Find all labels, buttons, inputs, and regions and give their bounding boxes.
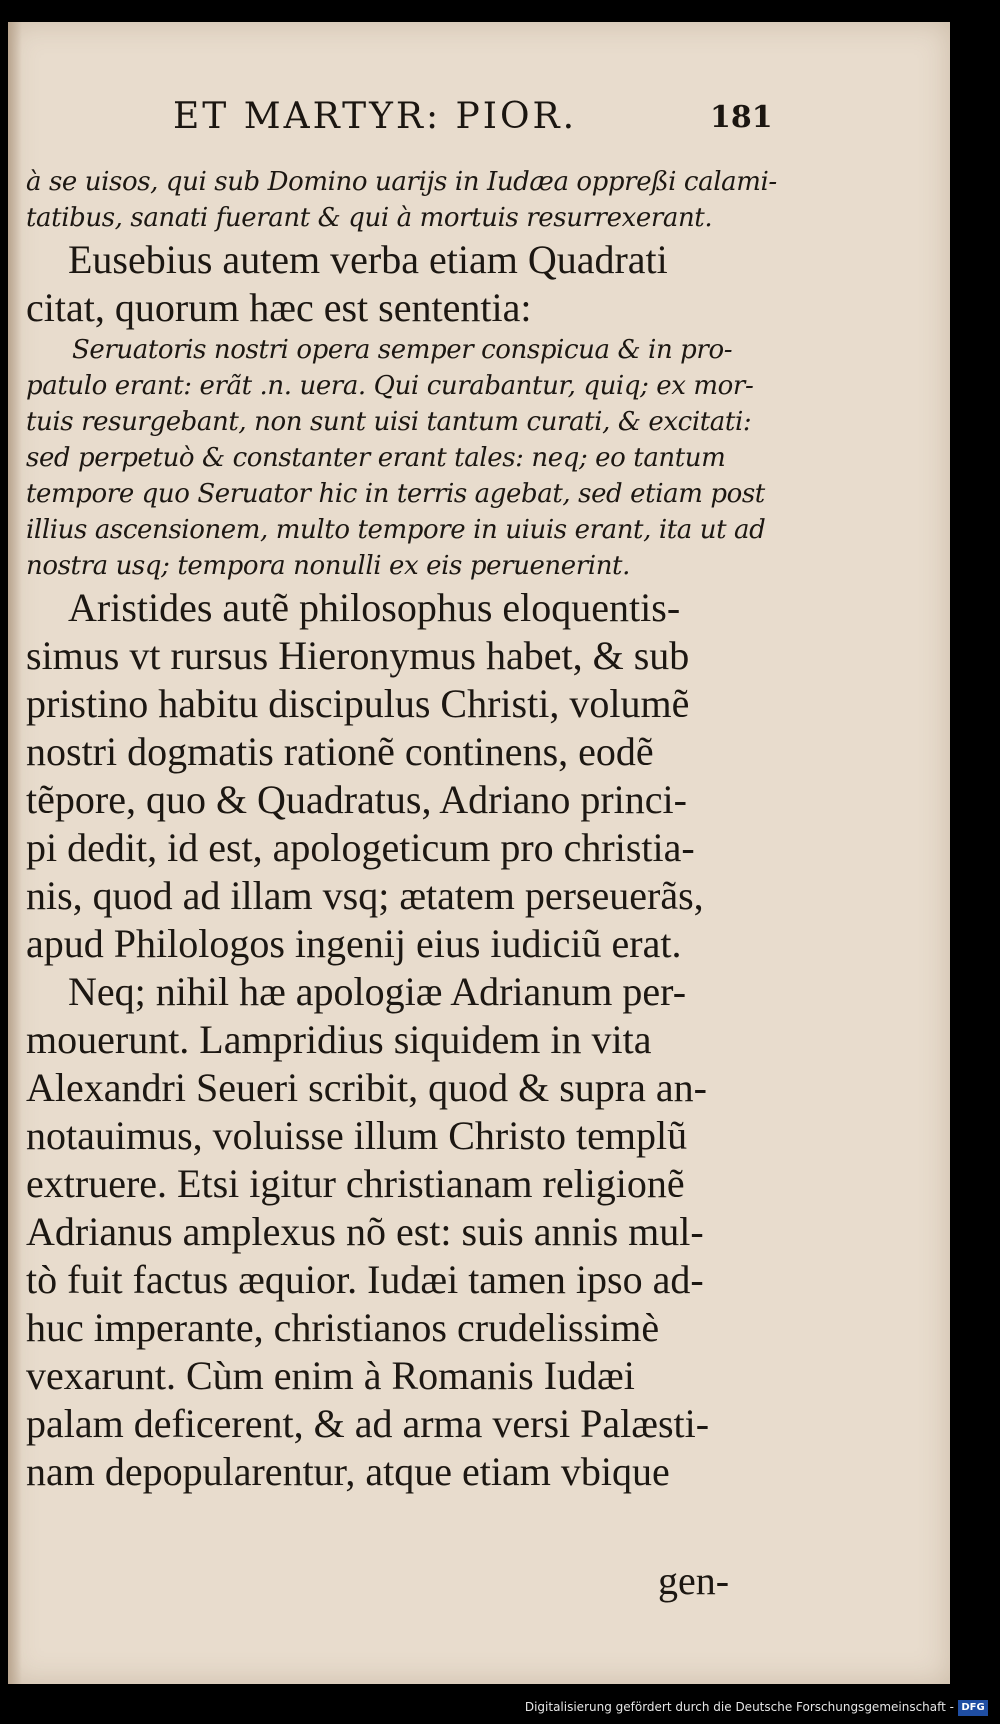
- text-line: notauimus, voluisse illum Christo templũ: [26, 1113, 688, 1158]
- text-block: [26, 164, 796, 1496]
- text-line: pi dedit, id est, apologeticum pro christia-: [26, 825, 695, 870]
- paragraph-aristides: [26, 584, 796, 968]
- book-page: [8, 22, 950, 1684]
- text-line: mouerunt. Lampridius siquidem in vita: [26, 1017, 652, 1062]
- dfg-logo-icon: DFG: [958, 1700, 988, 1716]
- text-line: citat, quorum hæc est sententia:: [26, 285, 532, 330]
- text-line: à se uisos, qui sub Domino uarijs in Iudæa oppreßi calami-: [26, 167, 777, 197]
- text-line: simus vt rursus Hieronymus habet, & sub: [26, 633, 690, 678]
- text-line: nam depopularentur, atque etiam vbique: [26, 1449, 670, 1494]
- text-line: tatibus, sanati fuerant & qui à mortuis resurrexerant.: [26, 203, 713, 233]
- text-line: sed perpetuò & constanter erant tales: neq; eo tantum: [26, 443, 726, 473]
- text-line: vexarunt. Cùm enim à Romanis Iudæi: [26, 1353, 635, 1398]
- quotation-quadratus: [26, 332, 796, 584]
- text-line: Alexandri Seueri scribit, quod & supra an-: [26, 1065, 707, 1110]
- text-line: huc imperante, christianos crudelissimè: [26, 1305, 660, 1350]
- text-line: Eusebius autem verba etiam Quadrati: [68, 237, 668, 282]
- text-line: illius ascensionem, multo tempore in uiuis erant, ita ut ad: [26, 515, 766, 545]
- text-line: nostri dogmatis rationẽ continens, eodẽ: [26, 729, 654, 774]
- text-line: Seruatoris nostri opera semper conspicua & in pro-: [72, 335, 733, 365]
- text-line: patulo erant: erãt .n. uera. Qui curabantur, quiq; ex mor-: [26, 371, 754, 401]
- text-line: nostra usq; tempora nonulli ex eis peruenerint.: [26, 551, 630, 581]
- text-line: tuis resurgebant, non sunt uisi tantum curati, & excitati:: [26, 407, 752, 437]
- quotation-continued: [26, 164, 796, 236]
- text-line: Aristides autẽ philosophus eloquentis-: [68, 585, 681, 630]
- text-line: apud Philologos ingenij eius iudiciũ erat.: [26, 921, 682, 966]
- paragraph-adrianus: [26, 968, 796, 1496]
- text-line: extruere. Etsi igitur christianam religionẽ: [26, 1161, 685, 1206]
- running-head: ET MARTYR: PIOR.: [173, 96, 578, 137]
- paragraph-eusebius: [26, 236, 796, 332]
- catchword: gen-: [658, 1558, 730, 1603]
- page-number: 181: [710, 100, 773, 135]
- funding-credit: Digitalisierung gefördert durch die Deutsche Forschungsgemeinschaft -: [524, 1700, 954, 1714]
- text-line: palam deficerent, & ad arma versi Palæsti-: [26, 1401, 710, 1446]
- text-line: Neq; nihil hæ apologiæ Adrianum per-: [68, 969, 687, 1014]
- text-line: nis, quod ad illam vsq; ætatem perseuerãs,: [26, 873, 704, 918]
- text-line: tempore quo Seruator hic in terris agebat, sed etiam post: [26, 479, 765, 509]
- text-line: tò fuit factus æquior. Iudæi tamen ipso ad-: [26, 1257, 704, 1302]
- text-line: pristino habitu discipulus Christi, volumẽ: [26, 681, 690, 726]
- page-gutter-shadow: [8, 22, 22, 1684]
- footer-bar: [0, 1684, 1000, 1724]
- text-line: tẽpore, quo & Quadratus, Adriano princi-: [26, 777, 687, 822]
- text-line: Adrianus amplexus nõ est: suis annis mul-: [26, 1209, 704, 1254]
